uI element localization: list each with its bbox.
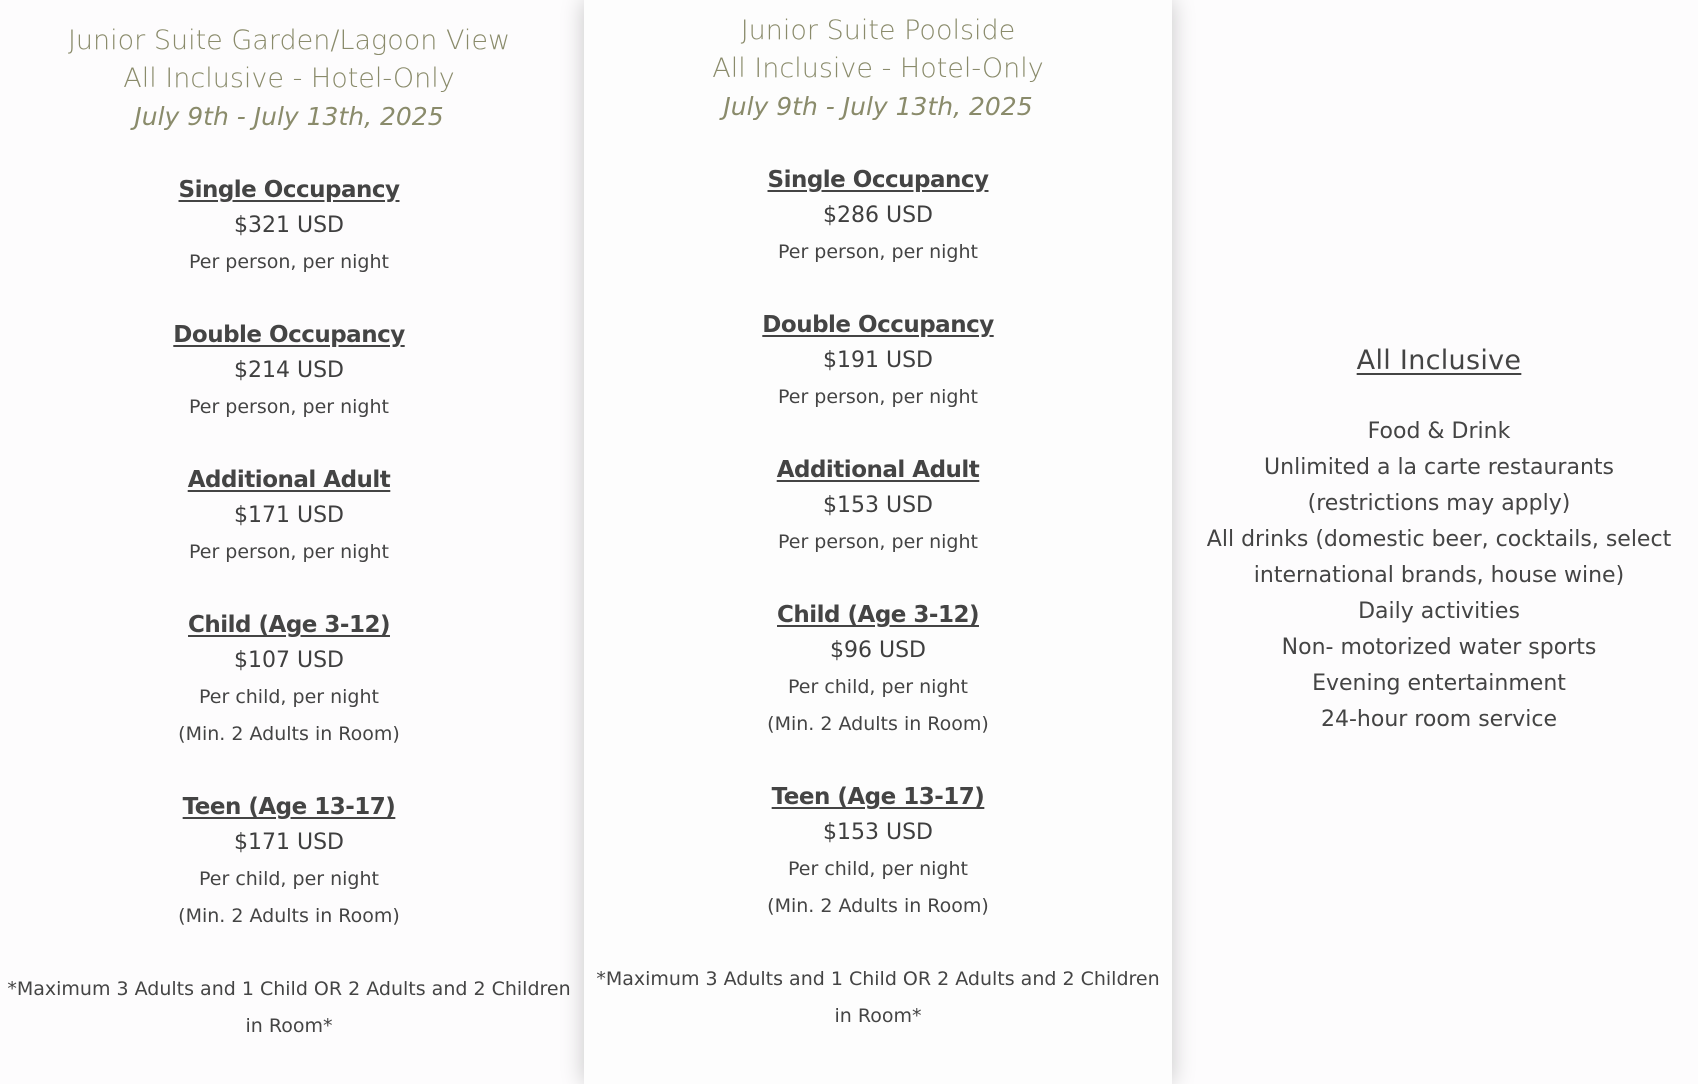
rate-heading: Single Occupancy [767, 167, 989, 193]
rate-note: Per person, per night [188, 396, 389, 418]
rate-note-min-adults: (Min. 2 Adults in Room) [178, 905, 400, 927]
occupancy-footnote: *Maximum 3 Adults and 1 Child OR 2 Adults and 2 Children in Room* [596, 968, 1160, 1027]
rate-teen [584, 779, 1172, 925]
rate-single [584, 162, 1172, 271]
rate-price: $107 USD [234, 648, 344, 673]
rate-heading: Single Occupancy [178, 177, 400, 203]
inclusion-item: international brands, house wine) [1253, 563, 1625, 588]
package-title: All Inclusive - Hotel-Only [123, 63, 455, 94]
occupancy-footnote: *Maximum 3 Adults and 1 Child OR 2 Adults and 2 Children in Room* [7, 978, 571, 1037]
inclusions-title: All Inclusive [1356, 345, 1522, 376]
rate-note: Per child, per night [788, 858, 968, 880]
rate-note: Per child, per night [199, 868, 379, 890]
inclusion-item: Unlimited a la carte restaurants [1264, 455, 1614, 480]
rate-price: $153 USD [823, 820, 933, 845]
room-rate-column-poolside [584, 0, 1172, 1084]
rate-heading: Child (Age 3-12) [777, 602, 979, 628]
stay-dates: July 9th - July 13th, 2025 [723, 92, 1033, 121]
rate-additional-adult [584, 452, 1172, 561]
rate-price: $321 USD [234, 213, 344, 238]
inclusion-item: All drinks (domestic beer, cocktails, select [1206, 527, 1672, 552]
rate-child [584, 597, 1172, 743]
rate-heading: Teen (Age 13-17) [182, 794, 396, 820]
room-title: Junior Suite Poolside [740, 15, 1016, 46]
rate-price: $214 USD [234, 358, 344, 383]
inclusion-item: Food & Drink [1367, 419, 1511, 444]
rate-price: $171 USD [234, 830, 344, 855]
rate-price: $286 USD [823, 203, 933, 228]
rate-note-min-adults: (Min. 2 Adults in Room) [767, 713, 989, 735]
inclusion-item: Daily activities [1358, 599, 1520, 624]
rate-heading: Additional Adult [776, 457, 980, 483]
package-title: All Inclusive - Hotel-Only [712, 53, 1044, 84]
rate-double [0, 317, 578, 426]
stay-dates: July 9th - July 13th, 2025 [134, 102, 444, 131]
room-title: Junior Suite Garden/Lagoon View [67, 25, 511, 56]
rate-note: Per person, per night [777, 241, 978, 263]
all-inclusive-benefits [1180, 0, 1698, 738]
rate-note-min-adults: (Min. 2 Adults in Room) [767, 895, 989, 917]
rate-heading: Additional Adult [187, 467, 391, 493]
rate-note: Per child, per night [788, 676, 968, 698]
rate-price: $171 USD [234, 503, 344, 528]
rate-teen [0, 789, 578, 935]
rate-price: $153 USD [823, 493, 933, 518]
rate-note-min-adults: (Min. 2 Adults in Room) [178, 723, 400, 745]
rate-heading: Double Occupancy [173, 322, 405, 348]
rate-list [584, 162, 1172, 925]
inclusion-item: Non- motorized water sports [1281, 635, 1597, 660]
room-rate-column-garden-lagoon [0, 0, 578, 1045]
rate-note: Per person, per night [188, 541, 389, 563]
rate-double [584, 307, 1172, 416]
inclusion-item: Evening entertainment [1312, 671, 1566, 696]
inclusion-item: (restrictions may apply) [1307, 491, 1571, 516]
rate-additional-adult [0, 462, 578, 571]
rate-heading: Child (Age 3-12) [188, 612, 390, 638]
rate-note: Per person, per night [188, 251, 389, 273]
rate-price: $191 USD [823, 348, 933, 373]
inclusion-item: 24-hour room service [1320, 707, 1558, 732]
rate-single [0, 172, 578, 281]
rate-price: $96 USD [830, 638, 926, 663]
rate-note: Per person, per night [777, 531, 978, 553]
rate-note: Per child, per night [199, 686, 379, 708]
rate-child [0, 607, 578, 753]
rate-heading: Double Occupancy [762, 312, 994, 338]
inclusions-list [1180, 414, 1698, 738]
rate-heading: Teen (Age 13-17) [771, 784, 985, 810]
rate-list [0, 172, 578, 935]
rate-note: Per person, per night [777, 386, 978, 408]
